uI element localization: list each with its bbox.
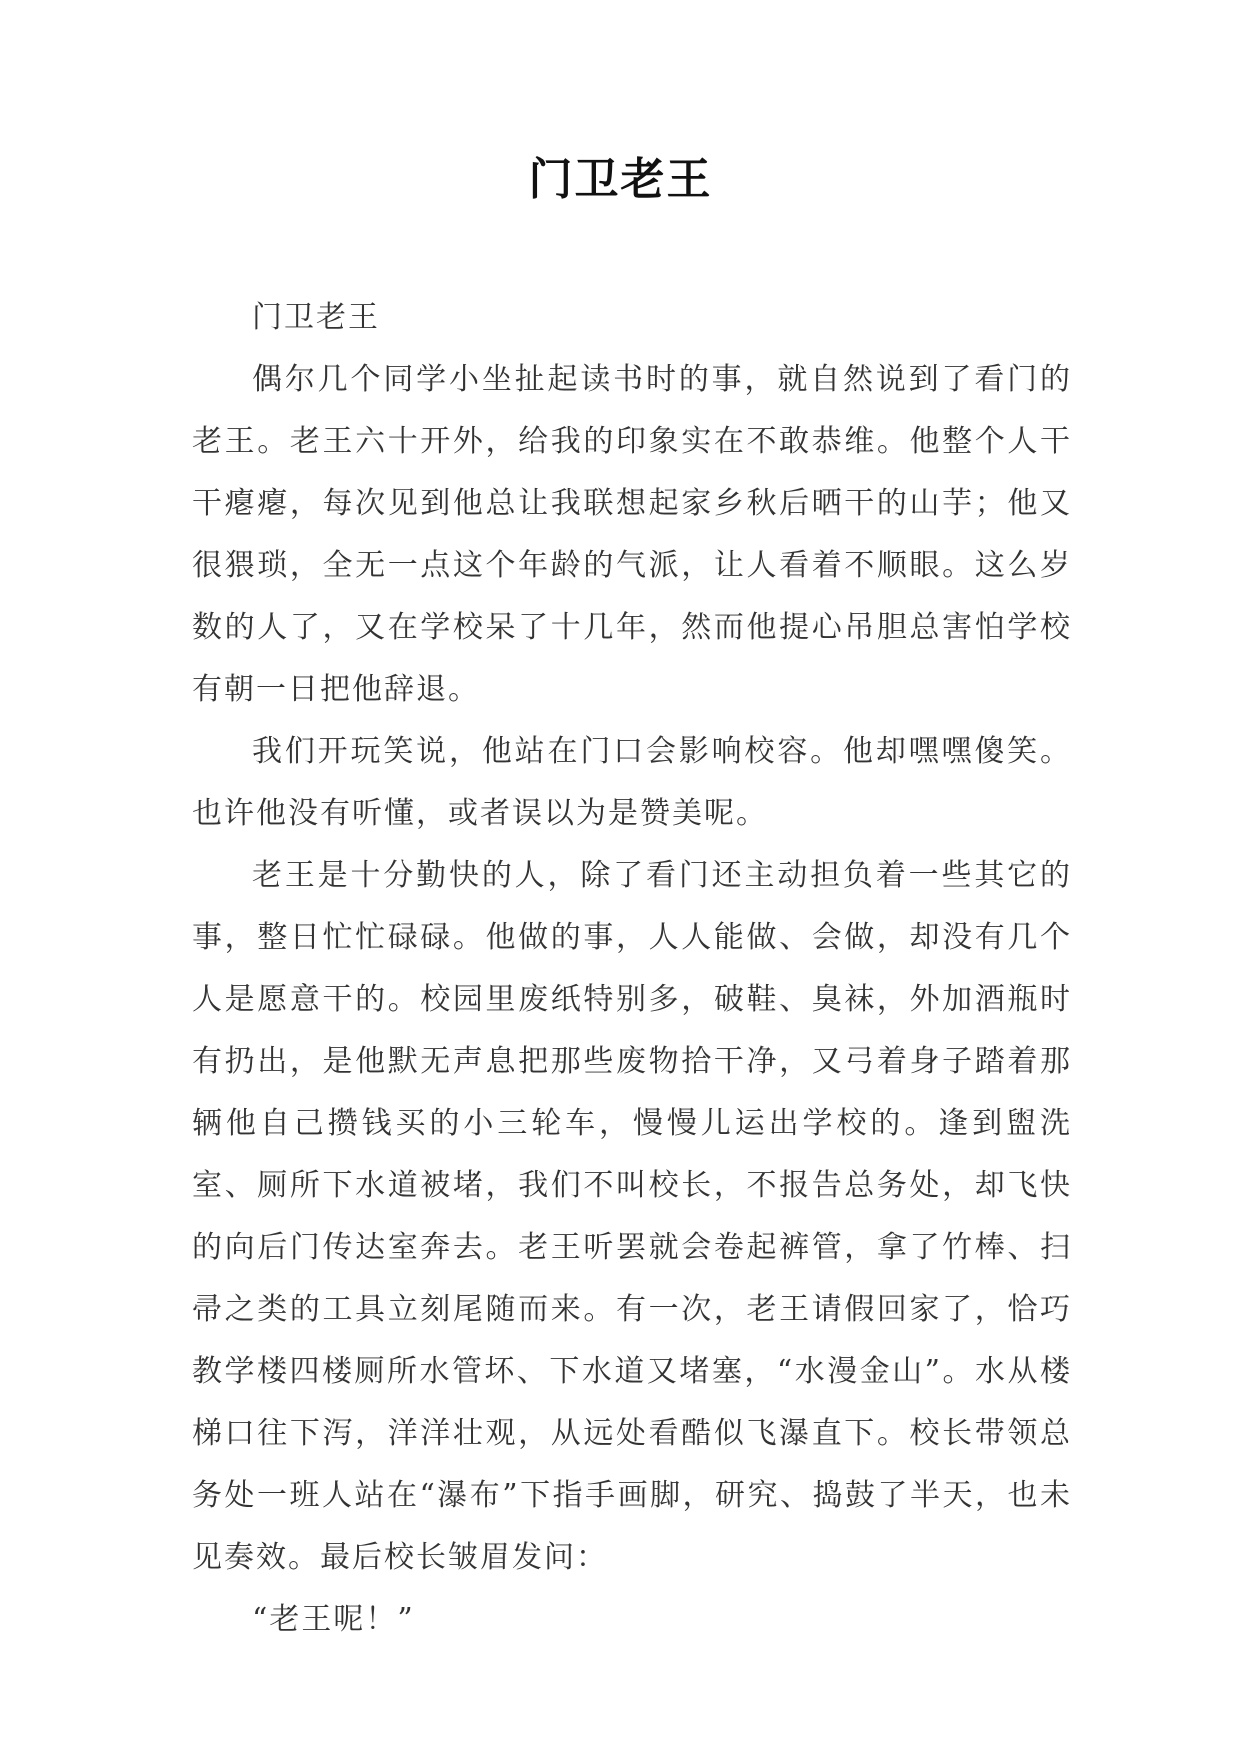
paragraph: 老王是十分勤快的人，除了看门还主动担负着一些其它的事，整日忙忙碌碌。他做的事，人人能做、会做，却没有几个人是愿意干的。校园里废纸特别多，破鞋、臭袜，外加酒瓶时有扔出，是他默无声息把那些废物拾干净，又弓着身子踏着那辆他自己攒钱买的小三轮车，慢慢儿运出学校的。逢到盥洗室、厕所下水道被堵，我们不叫校长，不报告总务处，却飞快的向后门传达室奔去。老王听罢就会卷起裤管，拿了竹棒、扫帚之类的工具立刻尾随而来。有一次，老王请假回家了，恰巧教学楼四楼厕所水管坏、下水道又堵塞，“水漫金山”。水从楼梯口往下泻，洋洋壮观，从远处看酷似飞瀑直下。校长带领总务处一班人站在“瀑布”下指手画脚，研究、捣鼓了半天，也未见奏效。最后校长皱眉发问： [192, 858, 1072, 1575]
paragraph: 我们开玩笑说，他站在门口会影响校容。他却嘿嘿傻笑。也许他没有听懂，或者误以为是赞美呢。 [192, 734, 1072, 831]
document-body [192, 287, 1072, 1651]
paragraph: 偶尔几个同学小坐扯起读书时的事，就自然说到了看门的老王。老王六十开外，给我的印象实在不敢恭维。他整个人干干瘪瘪，每次见到他总让我联想起家乡秋后晒干的山芋；他又很猥琐，全无一点这个年龄的气派，让人看着不顺眼。这么岁数的人了，又在学校呆了十几年，然而他提心吊胆总害怕学校有朝一日把他辞退。 [192, 362, 1072, 707]
paragraph-subtitle: 门卫老王 [252, 300, 380, 335]
paragraph-quote: “老王呢！” [252, 1602, 415, 1637]
document-title: 门卫老王 [528, 154, 713, 205]
